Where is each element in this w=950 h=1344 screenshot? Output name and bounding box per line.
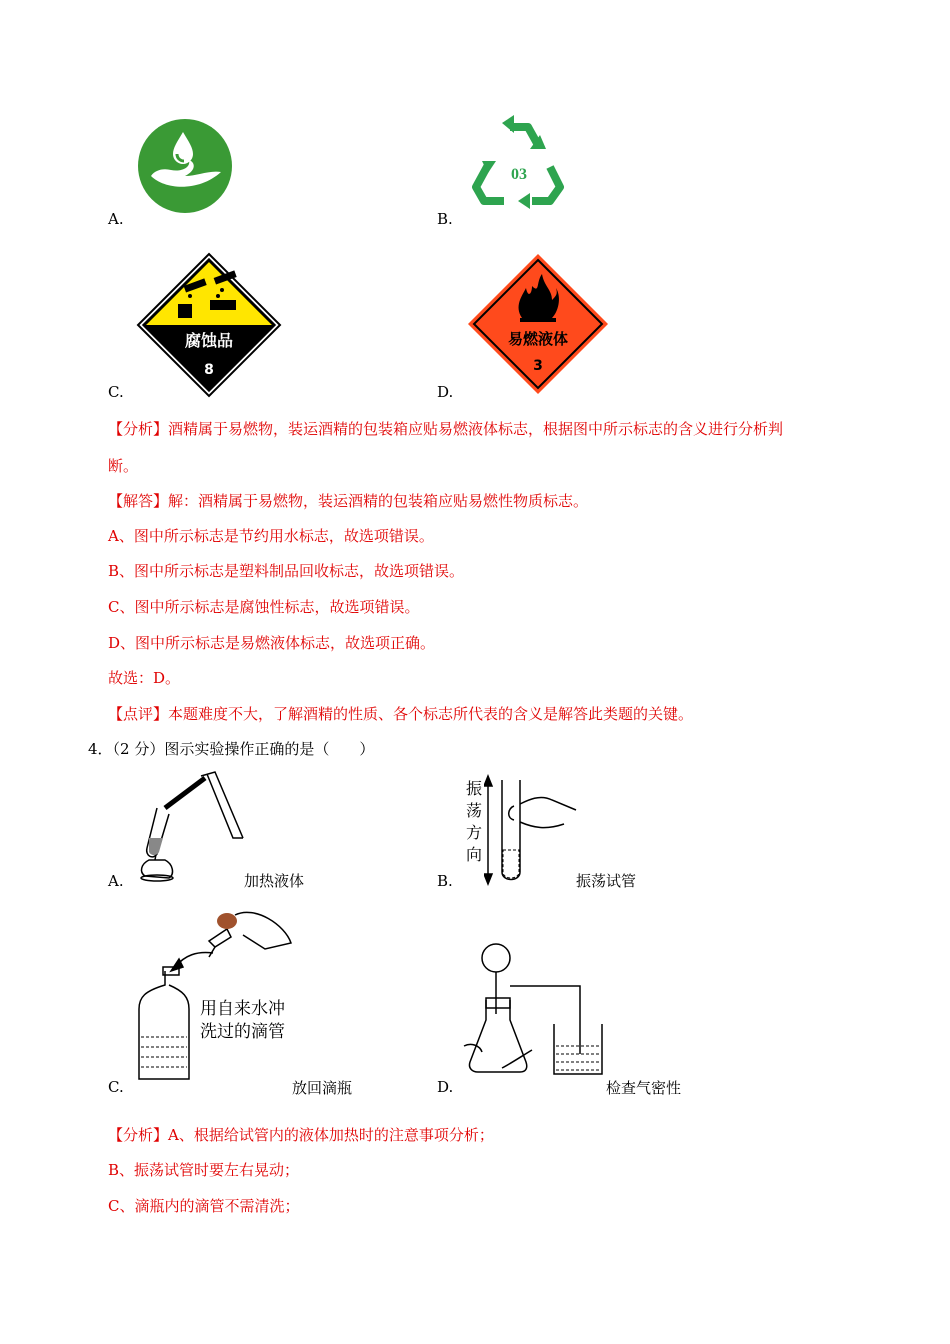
q4-analysis-line1: 【分析】A、根据给试管内的液体加热时的注意事项分析； bbox=[108, 1126, 494, 1144]
q4-option-b-label: B. bbox=[437, 872, 453, 890]
dropper-bottle-illustration-icon bbox=[135, 905, 295, 1083]
airtightness-check-illustration-icon bbox=[462, 938, 610, 1084]
q3-answer-intro: 【解答】解：酒精属于易燃物，装运酒精的包装箱应贴易燃性物质标志。 bbox=[108, 492, 589, 510]
heating-liquid-illustration-icon bbox=[135, 768, 247, 884]
q4-stem: 4．（2 分）图示实验操作正确的是（ ） bbox=[88, 740, 375, 758]
q4-analysis-line: C、滴瓶内的滴管不需清洗； bbox=[108, 1197, 300, 1215]
option-c-label: C. bbox=[108, 383, 124, 401]
corrosive-sign-icon bbox=[136, 252, 282, 398]
q3-answer-line: A、图中所示标志是节约用水标志，故选项错误。 bbox=[108, 527, 434, 545]
q4-option-d-caption: 检查气密性 bbox=[606, 1079, 682, 1097]
q3-analysis-line2: 断。 bbox=[108, 457, 139, 475]
q4-option-c-label: C. bbox=[108, 1078, 124, 1096]
shaking-test-tube-illustration-icon bbox=[484, 774, 580, 886]
q4-option-a-caption: 加热液体 bbox=[244, 872, 305, 890]
q3-analysis-line1: 【分析】酒精属于易燃物，装运酒精的包装箱应贴易燃液体标志，根据图中所示标志的含义进行分析判 bbox=[108, 420, 784, 438]
shake-direction-label: 振 荡 方 向 bbox=[466, 779, 483, 864]
recycle-sign-icon bbox=[466, 113, 572, 211]
q4-option-d-label: D. bbox=[437, 1078, 454, 1096]
q4-option-c-caption: 放回滴瓶 bbox=[292, 1079, 353, 1097]
q4-option-b-caption: 振荡试管 bbox=[576, 872, 637, 890]
svg-text:易燃液体: 易燃液体 bbox=[507, 330, 569, 348]
svg-text:03: 03 bbox=[511, 166, 527, 183]
svg-text:3: 3 bbox=[533, 358, 543, 374]
q3-comment: 【点评】本题难度不大，了解酒精的性质、各个标志所代表的含义是解答此类题的关键。 bbox=[108, 705, 694, 723]
dropper-note: 用自来水冲 洗过的滴管 bbox=[200, 999, 285, 1042]
water-saving-sign-icon bbox=[137, 118, 233, 214]
option-a-label: A. bbox=[108, 210, 124, 228]
q4-analysis-line: B、振荡试管时要左右晃动； bbox=[108, 1161, 300, 1179]
q3-answer-line: D、图中所示标志是易燃液体标志，故选项正确。 bbox=[108, 634, 436, 652]
q3-answer-choice: 故选：D。 bbox=[108, 669, 181, 687]
svg-text:8: 8 bbox=[204, 362, 214, 378]
option-b-label: B. bbox=[437, 210, 453, 228]
option-d-label: D. bbox=[437, 383, 454, 401]
svg-text:腐蚀品: 腐蚀品 bbox=[184, 331, 234, 350]
q3-answer-line: C、图中所示标志是腐蚀性标志，故选项错误。 bbox=[108, 598, 420, 616]
q3-answer-line: B、图中所示标志是塑料制品回收标志，故选项错误。 bbox=[108, 562, 465, 580]
flammable-liquid-sign-icon bbox=[466, 252, 610, 396]
q4-option-a-label: A. bbox=[108, 872, 124, 890]
